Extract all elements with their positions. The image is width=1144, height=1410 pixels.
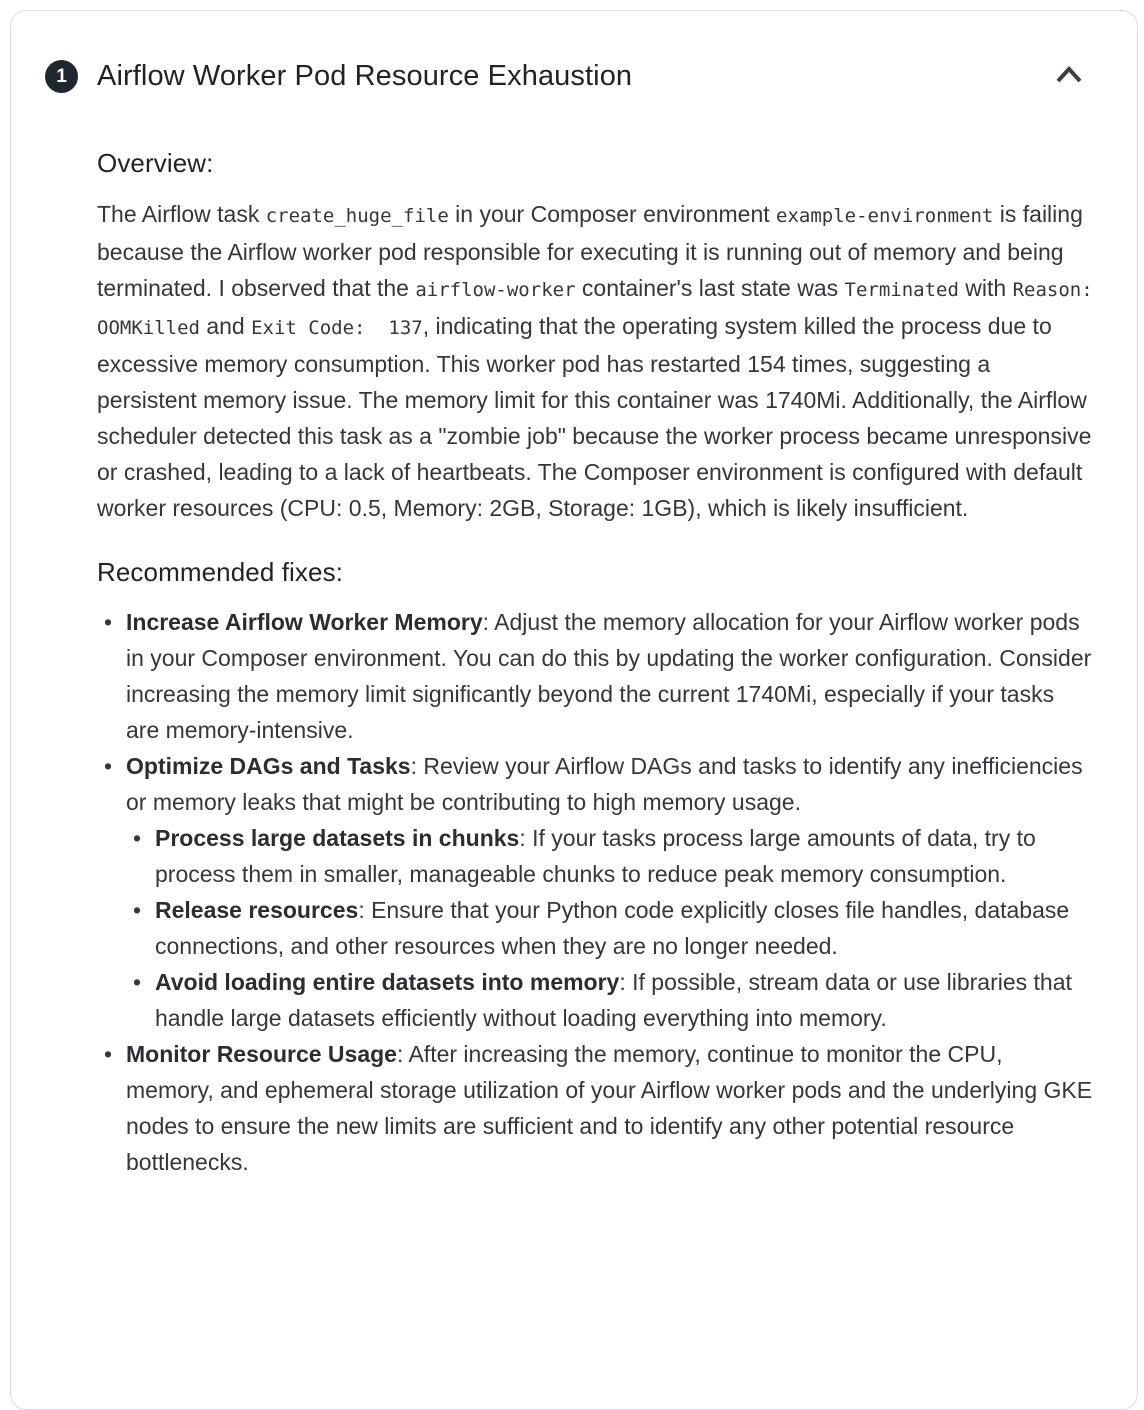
finding-title: Airflow Worker Pod Resource Exhaustion: [97, 59, 633, 92]
fix-item-lead: Process large datasets in chunks: [155, 825, 520, 851]
fix-item-text: : Ensure that your Python code explicitly closes file handles, database connections, and other resources when they are no longer needed.: [155, 897, 1070, 959]
finding-card: [10, 10, 1138, 1410]
fix-item: [97, 748, 1093, 1036]
recommended-fixes-heading: Recommended fixes:: [97, 557, 344, 587]
fix-item-text: : After increasing the memory, continue to monitor the CPU, memory, and ephemeral storage utilization of your Airflow worker pods and the underlying GKE nodes to ensure the new limits are sufficient and to identify any other potential resource bottlenecks.: [126, 1041, 1093, 1175]
fix-item: [126, 892, 1093, 964]
finding-card-header: [11, 11, 1137, 96]
inline-code: Terminated: [844, 279, 959, 301]
fix-item-text: : Review your Airflow DAGs and tasks to identify any inefficiencies or memory leaks that might be contributing to high memory usage.: [126, 753, 1083, 815]
inline-code: airflow-worker: [415, 279, 576, 301]
fix-item-lead: Optimize DAGs and Tasks: [126, 753, 411, 779]
paragraph-text: , indicating that the operating system killed the process due to excessive memory consumption. This worker pod has restarted 154 times, suggesting a persistent memory issue. The memory limit for this container was 1740Mi. Additionally, the Airflow scheduler detected this task as a "zombie job" because the worker process became unresponsive or crashed, leading to a lack of heartbeats. The Composer environment is configured with default worker resources (CPU: 0.5, Memory: 2GB, Storage: 1GB), which is likely insufficient.: [97, 313, 1092, 521]
fix-item: [126, 964, 1093, 1036]
finding-number-badge: 1: [45, 60, 78, 93]
fix-item-lead: Monitor Resource Usage: [126, 1041, 397, 1067]
inline-code: example-environment: [776, 205, 994, 227]
fix-item-text: : Adjust the memory allocation for your Airflow worker pods in your Composer environment. You can do this by updating the worker configuration. Consider increasing the memory limit significantly beyond the current 1740Mi, especially if your tasks are memory-intensive.: [126, 609, 1092, 743]
chevron-up-icon: [1052, 64, 1086, 88]
paragraph-text: is failing because the Airflow worker pod responsible for executing it is running out of memory and being terminated. I observed that the: [97, 201, 1083, 301]
fix-item: [97, 1036, 1093, 1180]
paragraph-text: container's last state was: [575, 275, 845, 301]
fix-item: [126, 820, 1093, 892]
fix-item-text: : If your tasks process large amounts of data, try to process them in smaller, manageable chunks to reduce peak memory consumption.: [155, 825, 1036, 887]
recommended-fixes-list: [97, 604, 1093, 1180]
inline-code: create_huge_file: [265, 205, 449, 227]
fix-item-lead: Avoid loading entire datasets into memory: [155, 969, 620, 995]
overview-heading: Overview:: [97, 148, 214, 178]
overview-paragraph: [97, 196, 1116, 526]
fix-sublist: [126, 820, 1093, 1036]
fix-item: [97, 604, 1093, 748]
fix-item-lead: Increase Airflow Worker Memory: [126, 609, 483, 635]
paragraph-text: in your Composer environment: [448, 201, 777, 227]
inline-code: Exit Code: 137: [251, 317, 423, 339]
finding-card-content: [11, 148, 1137, 1220]
fix-item-text: : If possible, stream data or use libraries that handle large datasets efficiently without loading everything into memory.: [155, 969, 1072, 1031]
paragraph-text: with: [958, 275, 1013, 301]
collapse-section-button[interactable]: [1049, 56, 1089, 96]
paragraph-text: The Airflow task: [97, 201, 266, 227]
inline-code: Reason: OOMKilled: [97, 279, 1116, 339]
paragraph-text: and: [199, 313, 252, 339]
fix-item-lead: Release resources: [155, 897, 359, 923]
